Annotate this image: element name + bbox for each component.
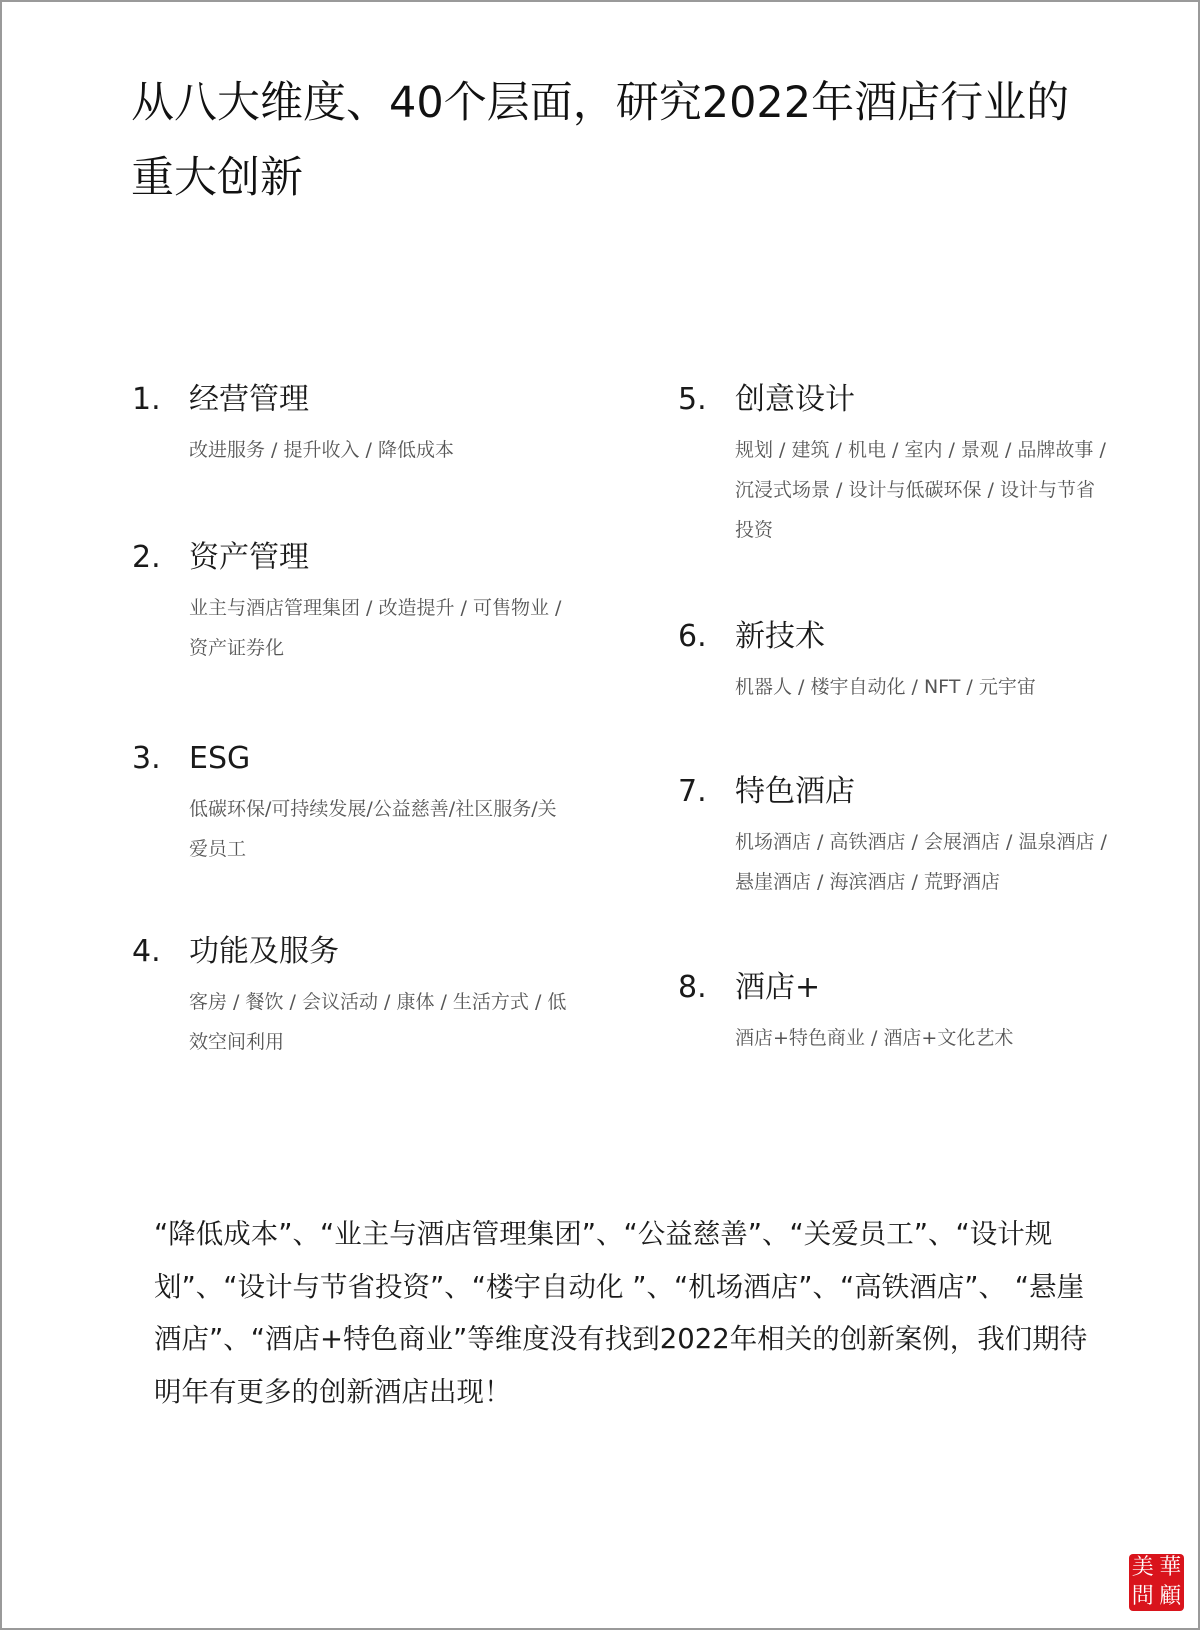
item-description: 规划 / 建筑 / 机电 / 室内 / 景观 / 品牌故事 / 沉浸式场景 / 设计与低碳环保 / 设计与节省投资	[735, 439, 1106, 541]
seal-stamp-logo	[1129, 1554, 1184, 1611]
seal-char: 問	[1131, 1583, 1154, 1609]
item-number: 7.	[678, 774, 707, 809]
item-description: 酒店+特色商业 / 酒店+文化艺术	[735, 1027, 1014, 1049]
item-heading: 酒店+	[735, 970, 821, 1005]
item-number: 8.	[678, 970, 707, 1005]
item-heading: ESG	[189, 741, 251, 776]
item-number: 3.	[132, 741, 161, 776]
item-description: 客房 / 餐饮 / 会议活动 / 康体 / 生活方式 / 低效空间利用	[189, 991, 567, 1053]
item-heading: 新技术	[735, 619, 825, 654]
item-heading: 资产管理	[189, 540, 309, 575]
page-title: 从八大维度、40个层面，研究2022年酒店行业的重大创新	[131, 78, 1070, 203]
item-number: 1.	[132, 382, 161, 417]
seal-char: 顧	[1159, 1583, 1182, 1609]
item-heading: 创意设计	[735, 382, 855, 417]
item-description: 低碳环保/可持续发展/公益慈善/社区服务/关爱员工	[189, 798, 557, 860]
item-number: 5.	[678, 382, 707, 417]
item-description: 机器人 / 楼宇自动化 / NFT / 元宇宙	[735, 676, 1036, 698]
item-description: 机场酒店 / 高铁酒店 / 会展酒店 / 温泉酒店 / 悬崖酒店 / 海滨酒店 / 荒野酒店	[735, 831, 1107, 893]
seal-char: 美	[1131, 1555, 1154, 1580]
summary-note: “降低成本”、“业主与酒店管理集团”、“公益慈善”、“关爱员工”、“设计规划”、“设计与节省投资”、“楼宇自动化 ”、“机场酒店”、“高铁酒店”、 “悬崖酒店”、“酒店+特色商业”等维度没有找到2022年相关的创新案例，我们期待明年有更多的创新酒店出现！	[154, 1218, 1088, 1408]
item-number: 2.	[132, 540, 161, 575]
item-description: 业主与酒店管理集团 / 改造提升 / 可售物业 / 资产证券化	[189, 597, 562, 659]
item-number: 4.	[132, 934, 161, 969]
item-number: 6.	[678, 619, 707, 654]
item-heading: 功能及服务	[189, 934, 339, 969]
seal-char: 華	[1159, 1555, 1182, 1580]
item-heading: 特色酒店	[735, 774, 855, 809]
item-description: 改进服务 / 提升收入 / 降低成本	[189, 439, 454, 461]
item-heading: 经营管理	[189, 382, 309, 417]
